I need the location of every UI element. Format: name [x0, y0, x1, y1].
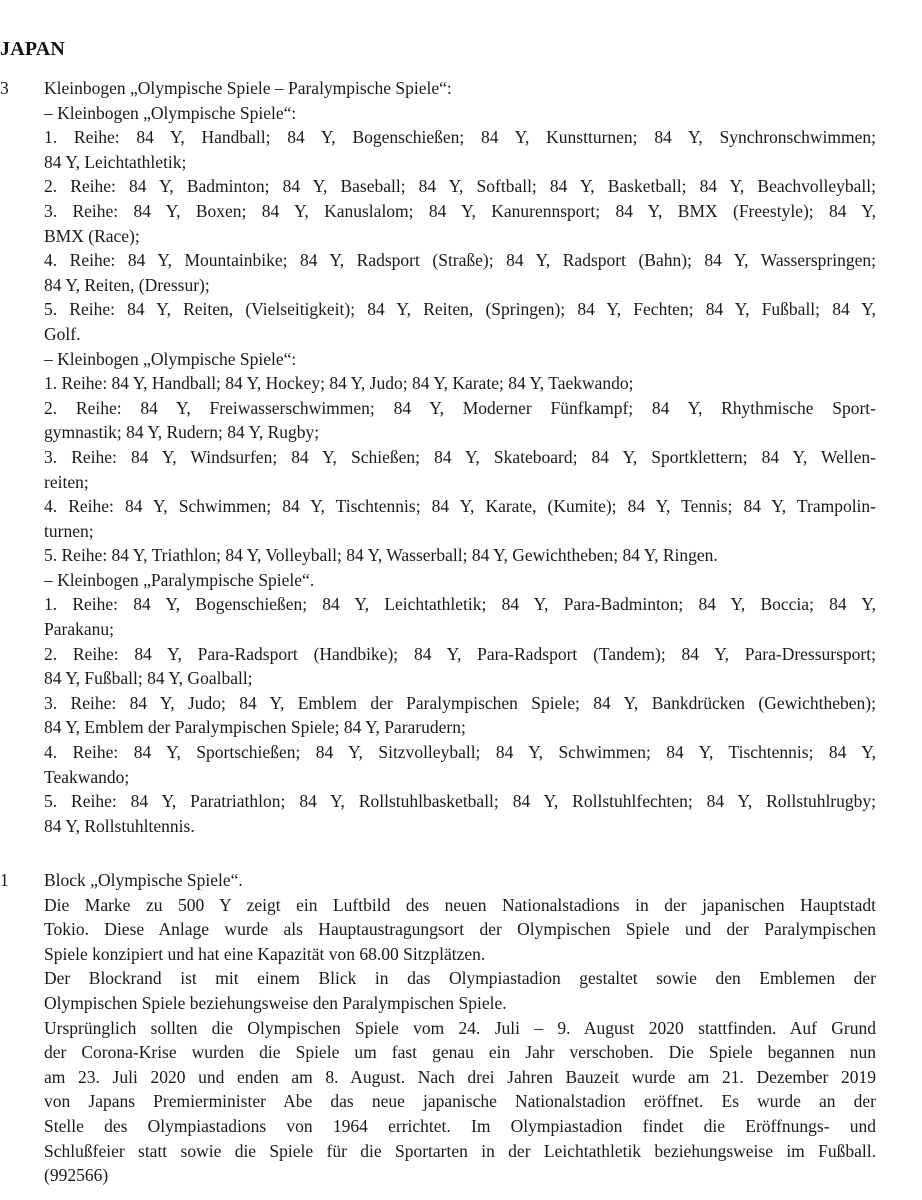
entry-description [44, 76, 876, 838]
row-line: 2. Reihe: 84 Y, Para-Radsport (Handbike); 84 Y, Para-Radsport (Tandem); 84 Y, Para-Dressursport; [44, 643, 876, 664]
row-line: 4. Reihe: 84 Y, Sportschießen; 84 Y, Sitzvolleyball; 84 Y, Schwimmen; 84 Y, Tischtennis; 84 Y, [44, 742, 876, 763]
row-line: 3. Reihe: 84 Y, Windsurfen; 84 Y, Schießen; 84 Y, Skateboard; 84 Y, Sportklettern; 84 Y, Wellen- [44, 446, 876, 467]
paragraph-line: am 23. Juli 2020 und enden am 8. August. Nach drei Jahren Bauzeit wurde am 21. Dezember 2019 [44, 1066, 876, 1087]
row-line: 3. Reihe: 84 Y, Boxen; 84 Y, Kanuslalom; 84 Y, Kanurennsport; 84 Y, BMX (Freestyle); 84 Y, [44, 200, 876, 221]
row-line: gymnastik; 84 Y, Rudern; 84 Y, Rugby; [44, 422, 320, 443]
entry-number: 3 [0, 78, 9, 98]
row-line: Golf. [44, 323, 81, 344]
subsection-heading: – Kleinbogen „Olympische Spiele“: [44, 348, 297, 369]
row-line: 5. Reihe: 84 Y, Reiten, (Vielseitigkeit); 84 Y, Reiten, (Springen); 84 Y, Fechten; 84 Y, Fußball; 84 Y, [44, 299, 876, 320]
paragraph-line: Olympischen Spiele beziehungsweise den Paralympischen Spiele. [44, 992, 507, 1013]
paragraph-line: Schlußfeier statt sowie die Spiele für die Sportarten in der Leichtathletik beziehungsweise im Fußball. [44, 1140, 876, 1161]
row-line: 84 Y, Rollstuhltennis. [44, 815, 195, 836]
row-line: 5. Reihe: 84 Y, Paratriathlon; 84 Y, Rollstuhlbasketball; 84 Y, Rollstuhlfechten; 84 Y, Rollstuhlrugby; [44, 791, 876, 812]
row-line: 3. Reihe: 84 Y, Judo; 84 Y, Emblem der Paralympischen Spiele; 84 Y, Bankdrücken (Gewichtheben); [44, 692, 876, 713]
row-line: turnen; [44, 520, 94, 541]
paragraph-line: der Corona-Krise wurden die Spiele um fast genau ein Jahr verschoben. Die Spiele begannen nun [44, 1042, 876, 1063]
paragraph-line: Stelle des Olympiastadions von 1964 errichtet. Im Olympiastadion findet die Eröffnungs- und [44, 1115, 876, 1136]
row-line: 2. Reihe: 84 Y, Freiwasserschwimmen; 84 Y, Moderner Fünfkampf; 84 Y, Rhythmische Sport- [44, 397, 876, 418]
row-line: 84 Y, Leichtathletik; [44, 151, 187, 172]
paragraph-line: Tokio. Diese Anlage wurde als Hauptaustragungsort der Olympischen Spiele und der Paralympischen [44, 919, 876, 940]
row-line: Parakanu; [44, 619, 114, 640]
catalog-number: (992566) [44, 1165, 109, 1186]
row-line: 4. Reihe: 84 Y, Schwimmen; 84 Y, Tischtennis; 84 Y, Karate, (Kumite); 84 Y, Tennis; 84 Y, Trampolin- [44, 496, 876, 517]
row-line: Teakwando; [44, 766, 130, 787]
paragraph-line: Spiele konzipiert und hat eine Kapazität von 68.00 Sitzplätzen. [44, 943, 486, 964]
row-line: 5. Reihe: 84 Y, Triathlon; 84 Y, Volleyball; 84 Y, Wasserball; 84 Y, Gewichtheben; 84 Y, Ringen. [44, 545, 718, 566]
row-line: reiten; [44, 471, 89, 492]
paragraph-line: Ursprünglich sollten die Olympischen Spiele vom 24. Juli – 9. August 2020 stattfinden. Auf Grund [44, 1017, 876, 1038]
entry-title: Kleinbogen „Olympische Spiele – Paralympische Spiele“: [44, 78, 452, 98]
row-line: 1. Reihe: 84 Y, Handball; 84 Y, Hockey; 84 Y, Judo; 84 Y, Karate; 84 Y, Taekwando; [44, 373, 634, 394]
row-line: 4. Reihe: 84 Y, Mountainbike; 84 Y, Radsport (Straße); 84 Y, Radsport (Bahn); 84 Y, Wasserspringen; [44, 250, 876, 271]
subsection-heading: – Kleinbogen „Paralympische Spiele“. [44, 569, 315, 590]
row-line: 84 Y, Fußball; 84 Y, Goalball; [44, 668, 253, 689]
row-line: 84 Y, Reiten, (Dressur); [44, 274, 210, 295]
row-line: 84 Y, Emblem der Paralympischen Spiele; 84 Y, Pararudern; [44, 717, 466, 738]
paragraph-line: Der Blockrand ist mit einem Blick in das Olympiastadion gestaltet sowie den Emblemen der [44, 968, 876, 989]
row-line: 1. Reihe: 84 Y, Handball; 84 Y, Bogenschießen; 84 Y, Kunstturnen; 84 Y, Synchronschwimmen; [44, 127, 876, 148]
paragraph-line: Die Marke zu 500 Y zeigt ein Luftbild des neuen Nationalstadions in der japanischen Hauptstadt [44, 894, 876, 915]
row-line: 1. Reihe: 84 Y, Bogenschießen; 84 Y, Leichtathletik; 84 Y, Para-Badminton; 84 Y, Boccia; 84 Y, [44, 594, 876, 615]
paragraph-line: von Japans Premierminister Abe das neue japanische Nationalstadion eröffnet. Es wurde an der [44, 1091, 876, 1112]
row-line: BMX (Race); [44, 225, 140, 246]
entry-description [44, 868, 876, 1188]
entry-title: Block „Olympische Spiele“. [44, 870, 243, 890]
subsection-heading: – Kleinbogen „Olympische Spiele“: [44, 102, 297, 123]
row-line: 2. Reihe: 84 Y, Badminton; 84 Y, Baseball; 84 Y, Softball; 84 Y, Basketball; 84 Y, Beachvolleyball; [44, 176, 876, 197]
country-heading: JAPAN [0, 38, 66, 60]
entry-number: 1 [0, 870, 9, 890]
